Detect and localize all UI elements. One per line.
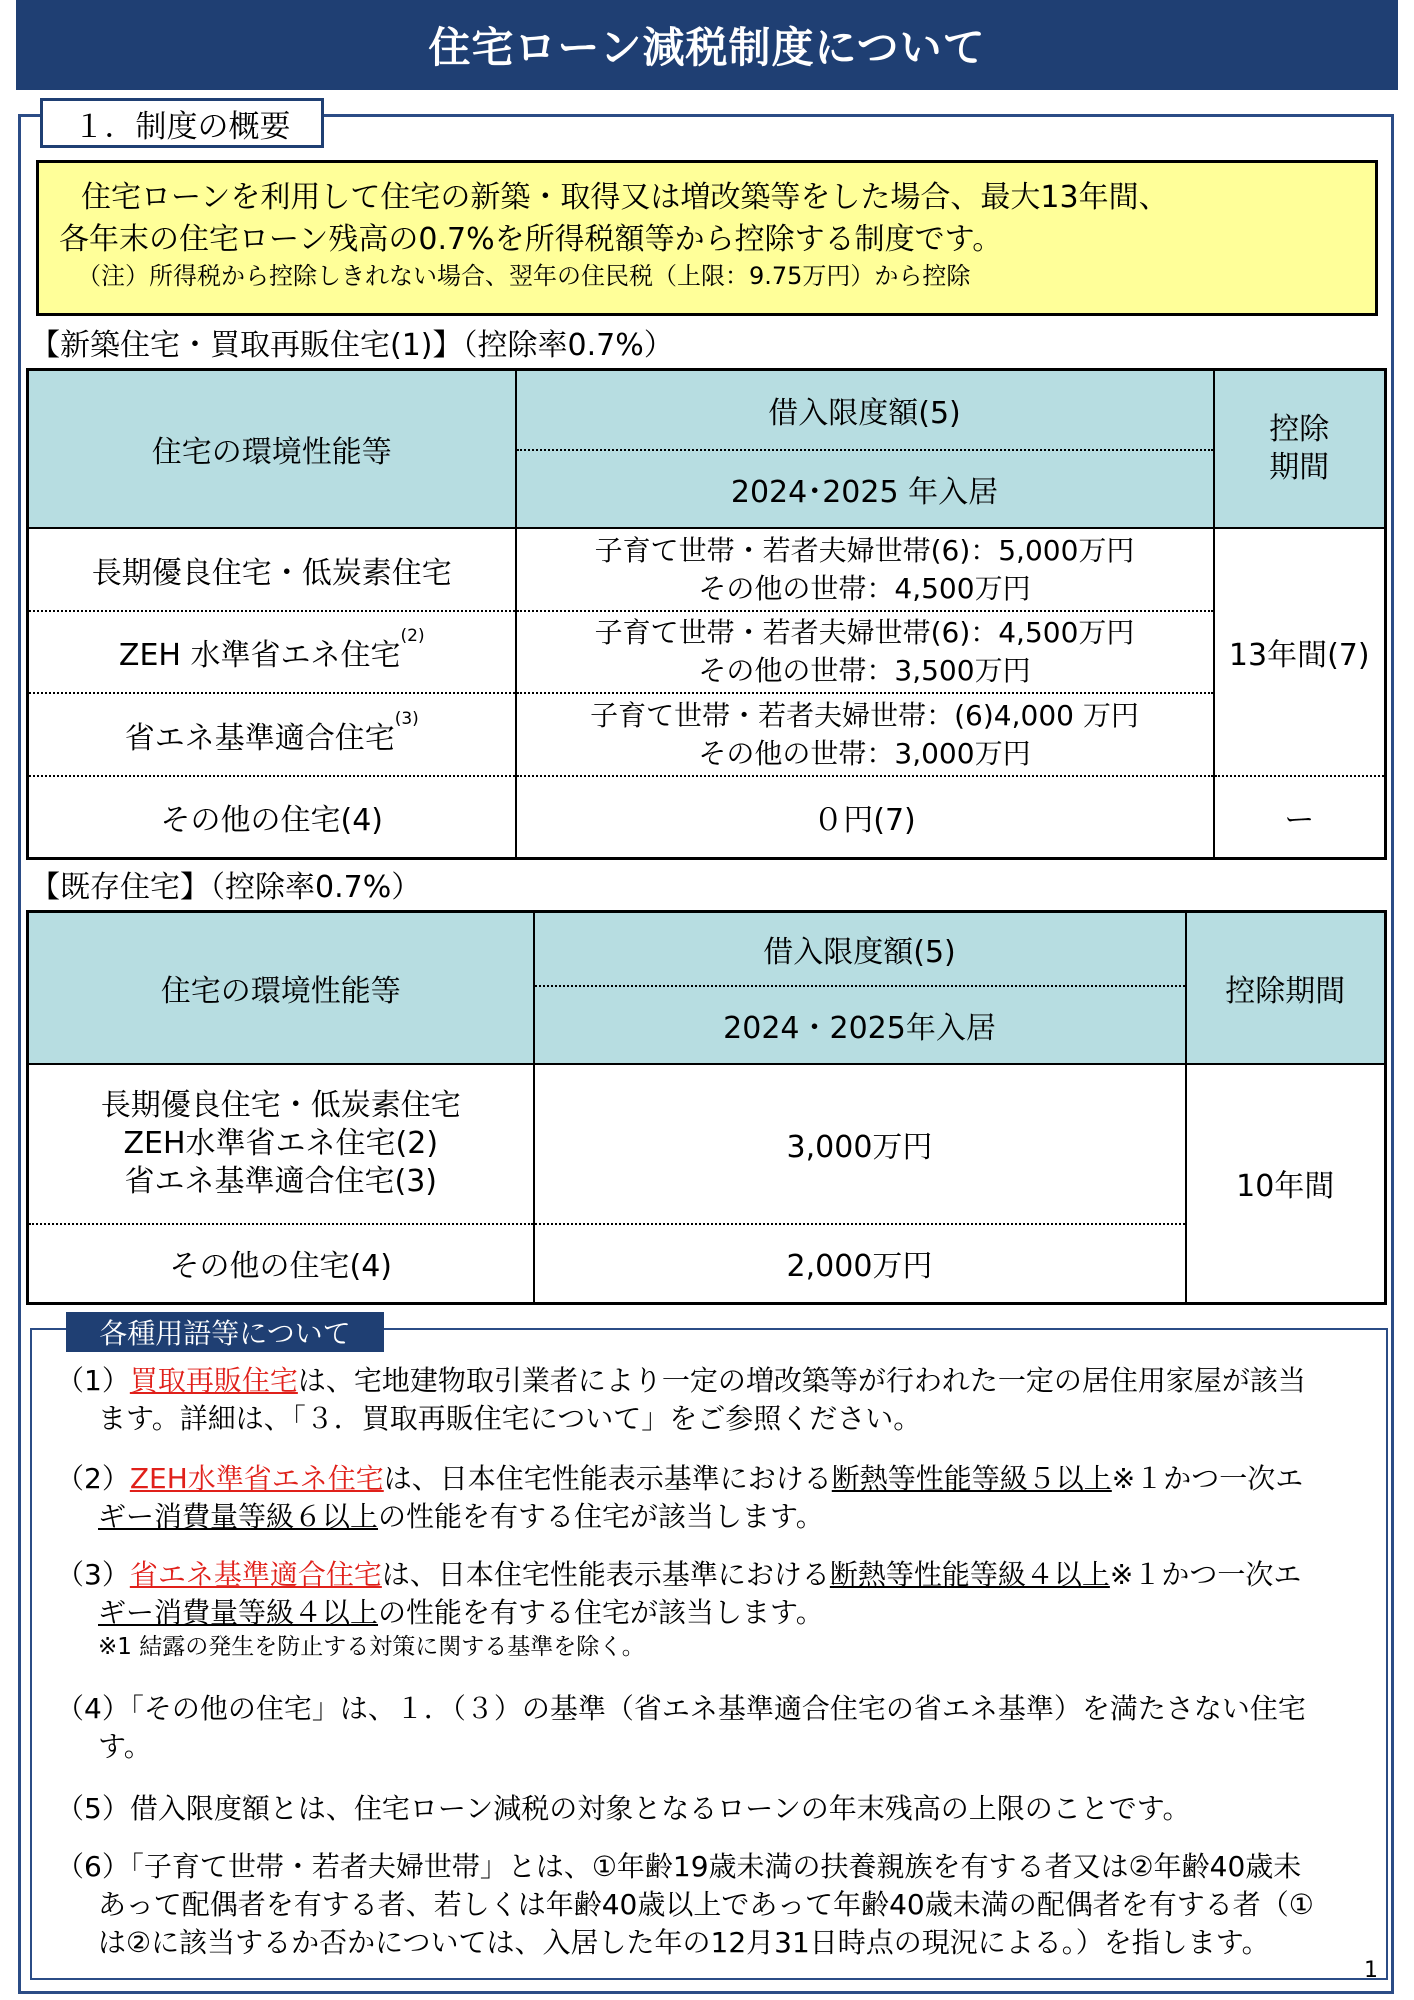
deduction-period: 10年間	[1186, 1064, 1386, 1304]
other-housing-type: その他の住宅(4)	[28, 1224, 534, 1304]
header-period	[1214, 370, 1386, 529]
term-text: は、日本住宅性能表示基準における	[383, 1462, 832, 1495]
term-underlined: 断熱等性能等級５以上	[831, 1462, 1112, 1495]
term-text: （6）「子育て世帯・若者夫婦世帯」とは、①年齢19歳未満の扶養親族を有する者又は②年齢40歳未	[56, 1850, 1302, 1883]
table-row-limit	[516, 693, 1214, 776]
term-underlined: ギー消費量等級６以上	[98, 1500, 379, 1533]
table-row-limit	[516, 528, 1214, 611]
header-limit: 借入限度額(5)	[534, 912, 1186, 986]
type-line-3: 省エネ基準適合住宅(3)	[124, 1163, 437, 1199]
term-6	[56, 1848, 1314, 1962]
term-number: （1）	[56, 1364, 130, 1397]
table-row-limit: 3,000万円	[534, 1064, 1186, 1224]
limit-line-1: 子育て世帯・若者夫婦世帯(6)：5,000万円	[594, 533, 1135, 567]
term-number: （2）	[56, 1462, 130, 1495]
term-subnote: ※1 結露の発生を防止する対策に関する基準を除く。	[98, 1634, 645, 1660]
summary-note: （注）所得税から控除しきれない場合、翌年の住民税（上限：9.75万円）から控除	[77, 262, 971, 290]
type-line-1: 長期優良住宅・低炭素住宅	[100, 1087, 461, 1123]
other-housing-limit: 2,000万円	[534, 1224, 1186, 1304]
limit-line-1: 子育て世帯・若者夫婦世帯：(6)4,000 万円	[590, 698, 1139, 732]
term-text: （4）「その他の住宅」は、１．（３）の基準（省エネ基準適合住宅の省エネ基準）を満たさない住宅	[56, 1692, 1306, 1725]
header-year: 2024･2025 年入居	[516, 450, 1214, 528]
page-title: 住宅ローン減税制度について	[428, 23, 986, 72]
term-text-end: ※１かつ一次エ	[1109, 1558, 1302, 1591]
term-3	[56, 1556, 1301, 1662]
table-row-limit	[516, 611, 1214, 694]
term-4	[56, 1690, 1306, 1766]
row-type-footnote: (3)	[394, 708, 419, 729]
existing-housing-table	[26, 910, 1387, 1305]
term-continuation: あって配偶者を有する者、若しくは年齢40歳以上であって年齢40歳未満の配偶者を有する者（①	[98, 1888, 1314, 1921]
table-row-type	[28, 693, 516, 776]
new-housing-heading: 【新築住宅・買取再販住宅(1)】（控除率0.7%）	[30, 328, 674, 363]
limit-line-2: その他の世帯：4,500万円	[698, 571, 1031, 605]
term-text: は、日本住宅性能表示基準における	[381, 1558, 830, 1591]
term-continuation: ます。詳細は、「３．買取再販住宅について」をご参照ください。	[98, 1402, 922, 1435]
other-housing-type: その他の住宅(4)	[28, 776, 516, 859]
term-continuation: は②に該当するか否かについては、入居した年の12月31日時点の現況による。）を指します。	[98, 1926, 1270, 1959]
header-period-line-1: 控除	[1269, 412, 1330, 448]
page-number: 1	[1364, 1958, 1378, 1983]
limit-line-1: 子育て世帯・若者夫婦世帯(6)：4,500万円	[594, 616, 1135, 650]
table-row-type: 長期優良住宅・低炭素住宅	[28, 528, 516, 611]
term-1	[56, 1362, 1306, 1438]
summary-line-1: 住宅ローンを利用して住宅の新築・取得又は増改築等をした場合、最大13年間、	[81, 180, 1169, 215]
term-text-end: ※１かつ一次エ	[1111, 1462, 1304, 1495]
term-continuation: す。	[98, 1730, 152, 1763]
terms-title: 各種用語等について	[66, 1312, 384, 1352]
new-housing-table	[26, 368, 1387, 860]
row-type-text: ZEH 水準省エネ住宅	[118, 638, 401, 674]
summary-line-2: 各年末の住宅ローン残高の0.7%を所得税額等から控除する制度です。	[59, 222, 1003, 257]
header-year: 2024・2025年入居	[534, 986, 1186, 1064]
term-2	[56, 1460, 1303, 1536]
limit-line-2: その他の世帯：3,500万円	[698, 654, 1031, 688]
row-type-text: 省エネ基準適合住宅	[124, 720, 395, 756]
header-period-line-2: 期間	[1269, 450, 1330, 486]
section-heading	[40, 98, 324, 148]
type-line-2: ZEH水準省エネ住宅(2)	[123, 1125, 439, 1161]
page-title-banner	[16, 0, 1398, 90]
header-period: 控除期間	[1186, 912, 1386, 1064]
term-underlined: 断熱等性能等級４以上	[829, 1558, 1110, 1591]
header-performance: 住宅の環境性能等	[28, 370, 516, 529]
term-text: （5）借入限度額とは、住宅ローン減税の対象となるローンの年末残高の上限のことです。	[56, 1792, 1191, 1825]
header-limit: 借入限度額(5)	[516, 370, 1214, 450]
term-5	[56, 1790, 1190, 1828]
term-continuation: の性能を有する住宅が該当します。	[378, 1596, 824, 1629]
term-keyword: ZEH水準省エネ住宅	[129, 1462, 384, 1495]
term-keyword: 買取再販住宅	[129, 1364, 298, 1397]
term-text: は、宅地建物取引業者により一定の増改築等が行われた一定の居住用家屋が該当	[297, 1364, 1306, 1397]
term-keyword: 省エネ基準適合住宅	[129, 1558, 382, 1591]
term-underlined: ギー消費量等級４以上	[98, 1596, 379, 1629]
term-continuation: の性能を有する住宅が該当します。	[378, 1500, 824, 1533]
header-performance: 住宅の環境性能等	[28, 912, 534, 1064]
summary-box	[36, 160, 1378, 316]
other-housing-period: ー	[1214, 776, 1386, 859]
deduction-period: 13年間(7)	[1214, 528, 1386, 776]
section-heading-text: １．制度の概要	[73, 108, 291, 145]
table-row-type	[28, 1064, 534, 1224]
table-row-type	[28, 611, 516, 694]
other-housing-limit: ０円(7)	[516, 776, 1214, 859]
row-type-footnote: (2)	[400, 626, 425, 647]
term-number: （3）	[56, 1558, 130, 1591]
existing-housing-heading: 【既存住宅】（控除率0.7%）	[30, 870, 422, 905]
limit-line-2: その他の世帯：3,000万円	[698, 736, 1031, 770]
